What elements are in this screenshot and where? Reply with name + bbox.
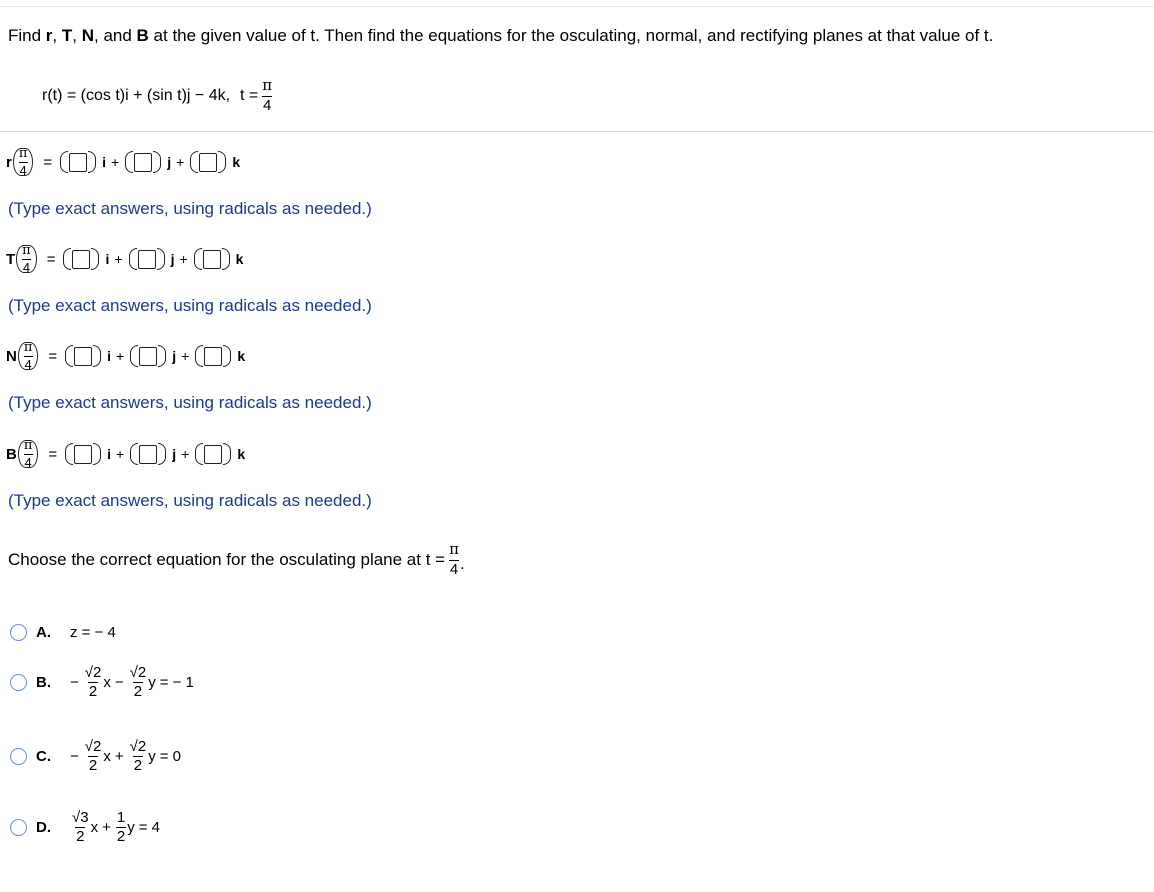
answer-input-j[interactable] (139, 347, 157, 366)
right-hand-side: = − 1 (159, 673, 194, 691)
hint-text: (Type exact answers, using radicals as needed.) (8, 393, 372, 412)
choice-prompt (8, 542, 465, 577)
question-part: at the given value of t. Then find the equations for the osculating, normal, and rectifying planes at that value of t. (148, 26, 994, 45)
answer-input-i[interactable] (74, 347, 92, 366)
option-label: C. (36, 747, 51, 765)
fraction-numerator: π (262, 76, 273, 94)
answer-input-k[interactable] (204, 445, 222, 464)
question-part: T (61, 26, 73, 45)
option-equation (70, 739, 181, 773)
unit-i: i (107, 446, 112, 462)
unit-k: k (237, 446, 246, 462)
fraction-denominator: 2 (133, 757, 143, 774)
option-c[interactable] (10, 739, 181, 773)
prompt-t-fraction (448, 542, 460, 577)
fraction-numerator: π (22, 243, 31, 258)
operator: + (114, 747, 124, 765)
option-b[interactable] (10, 665, 194, 699)
option-a[interactable] (10, 624, 116, 641)
unit-i: i (105, 251, 110, 267)
unit-k: k (237, 348, 246, 364)
option-d-radio[interactable] (10, 819, 27, 836)
unit-k: k (235, 251, 244, 267)
fraction-denominator: 4 (263, 97, 272, 114)
equals-sign: = (48, 445, 58, 463)
option-a-radio[interactable] (10, 624, 27, 641)
given-t-label: t = (240, 86, 259, 104)
answer-row-N (6, 342, 250, 370)
minus-sign: − (70, 747, 79, 765)
fraction-numerator: √3 (72, 809, 89, 826)
option-equation (70, 665, 194, 699)
given-t-fraction (261, 78, 273, 113)
question-part: , and (94, 26, 137, 45)
equals-sign: = (43, 153, 53, 171)
plus-sign: + (181, 348, 190, 364)
option-equation: z = − 4 (70, 624, 116, 641)
fraction-numerator: √2 (84, 738, 102, 755)
plus-sign: + (111, 154, 120, 170)
answer-input-j[interactable] (134, 153, 152, 172)
top-divider (0, 6, 1154, 7)
fraction-denominator: 2 (116, 828, 126, 845)
question-part: Find (8, 26, 46, 45)
fraction-denominator: 4 (22, 260, 31, 275)
variable: y (148, 747, 156, 765)
choice-prompt-text: Choose the correct equation for the osculating plane at t = (8, 549, 446, 569)
fraction-numerator: 1 (116, 809, 126, 826)
section-divider (0, 131, 1154, 132)
plus-sign: + (116, 446, 125, 462)
answer-input-j[interactable] (139, 445, 157, 464)
question-part: N (81, 26, 94, 45)
right-hand-side: = 4 (138, 818, 160, 836)
argument-paren (18, 342, 39, 370)
plus-sign: + (116, 348, 125, 364)
plus-sign: + (176, 154, 185, 170)
plus-sign: + (114, 251, 123, 267)
fraction-denominator: 4 (449, 561, 459, 578)
answer-row-B (6, 440, 250, 468)
variable: x (103, 747, 111, 765)
operator: − (114, 673, 124, 691)
argument-paren (13, 148, 34, 176)
option-c-radio[interactable] (10, 748, 27, 765)
question-part: B (136, 26, 149, 45)
prompt-period: . (459, 553, 465, 573)
unit-i: i (102, 154, 107, 170)
variable: y (148, 673, 156, 691)
minus-sign: − (70, 673, 79, 691)
variable: x (90, 818, 99, 836)
fraction-denominator: 2 (76, 828, 85, 845)
answer-input-j[interactable] (138, 250, 156, 269)
plus-sign: + (181, 446, 190, 462)
fraction-numerator: π (23, 438, 33, 453)
fraction-numerator: √2 (129, 738, 147, 755)
equals-sign: = (48, 347, 58, 365)
vector-label: r (6, 153, 12, 171)
question-text (8, 26, 993, 46)
question-part: , (72, 26, 82, 45)
option-label: B. (36, 673, 51, 691)
unit-j: j (170, 251, 175, 267)
answer-row-T (6, 245, 248, 273)
fraction-denominator: 4 (24, 357, 32, 372)
unit-i: i (107, 348, 112, 364)
answer-input-k[interactable] (199, 153, 217, 172)
given-function (42, 78, 273, 113)
hint-text: (Type exact answers, using radicals as needed.) (8, 296, 372, 315)
unit-j: j (172, 446, 177, 462)
hint-text: (Type exact answers, using radicals as needed.) (8, 199, 372, 218)
equals-sign: = (46, 250, 56, 268)
option-label: D. (36, 818, 51, 836)
operator: + (102, 818, 111, 836)
fraction-numerator: √2 (84, 664, 102, 681)
answer-input-i[interactable] (69, 153, 87, 172)
fraction-denominator: 4 (24, 455, 32, 470)
answer-input-i[interactable] (74, 445, 92, 464)
vector-label: B (6, 445, 17, 463)
vector-label: N (6, 347, 17, 365)
question-part: r (45, 26, 53, 45)
unit-j: j (172, 348, 177, 364)
question-part: , (52, 26, 62, 45)
fraction-denominator: 2 (88, 683, 98, 700)
variable: y (127, 818, 135, 836)
fraction-denominator: 4 (19, 163, 27, 178)
option-d[interactable] (10, 810, 160, 844)
fraction-numerator: π (18, 146, 28, 161)
argument-paren (18, 440, 39, 468)
option-label: A. (36, 624, 51, 641)
option-equation (70, 810, 160, 844)
plus-sign: + (179, 251, 188, 267)
given-expression: r(t) = (cos t)i + (sin t)j − 4k, (42, 86, 231, 104)
answer-row-r (6, 148, 245, 176)
answer-input-i[interactable] (72, 250, 90, 269)
vector-label: T (6, 250, 16, 268)
right-hand-side: = 0 (159, 747, 181, 765)
answer-input-k[interactable] (204, 347, 222, 366)
fraction-denominator: 2 (88, 757, 98, 774)
fraction-numerator: √2 (129, 664, 147, 681)
fraction-numerator: π (23, 340, 33, 355)
hint-text: (Type exact answers, using radicals as needed.) (8, 491, 372, 510)
fraction-numerator: π (449, 540, 459, 558)
answer-input-k[interactable] (203, 250, 221, 269)
option-b-radio[interactable] (10, 674, 27, 691)
argument-paren (16, 245, 37, 273)
variable: x (103, 673, 111, 691)
unit-j: j (167, 154, 172, 170)
fraction-denominator: 2 (133, 683, 143, 700)
unit-k: k (232, 154, 241, 170)
